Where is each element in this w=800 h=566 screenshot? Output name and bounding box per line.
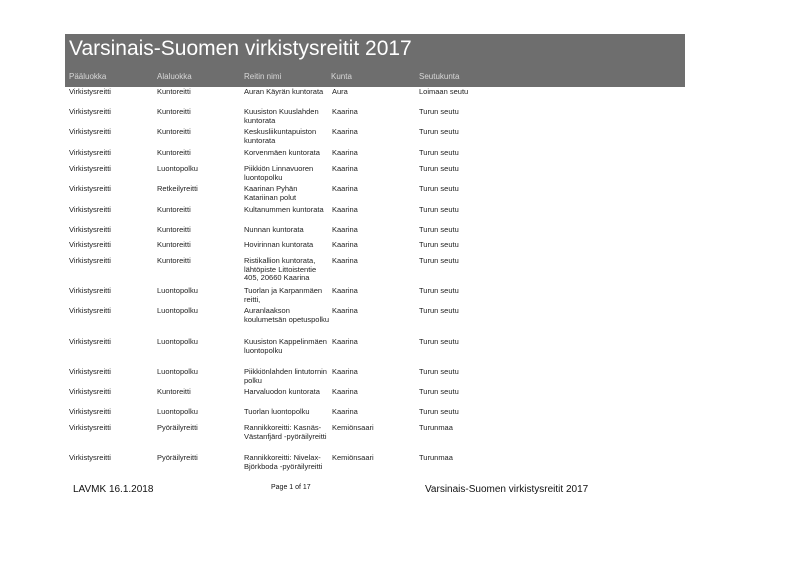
cell-kunta: Kaarina — [332, 387, 358, 396]
cell-kunta: Kaarina — [332, 225, 358, 234]
cell-kunta: Kaarina — [332, 407, 358, 416]
cell-alaluokka: Pyöräilyreitti — [157, 453, 198, 462]
cell-nimi: Auran Käyrän kuntorata — [244, 87, 324, 96]
cell-kunta: Kaarina — [332, 306, 358, 315]
cell-nimi: Harvaluodon kuntorata — [244, 387, 320, 396]
cell-nimi: Kuusiston Kappelinmäen luontopolku — [244, 337, 327, 355]
cell-alaluokka: Pyöräilyreitti — [157, 423, 198, 432]
cell-alaluokka: Luontopolku — [157, 164, 198, 173]
cell-seutukunta: Turun seutu — [419, 407, 459, 416]
column-header-alaluokka: Alaluokka — [157, 72, 192, 81]
cell-kunta: Kaarina — [332, 148, 358, 157]
cell-nimi: Hovirinnan kuntorata — [244, 240, 314, 249]
cell-paaluokka: Virkistysreitti — [69, 453, 111, 462]
cell-seutukunta: Turun seutu — [419, 256, 459, 265]
cell-nimi: Kultanummen kuntorata — [244, 205, 324, 214]
cell-seutukunta: Turun seutu — [419, 337, 459, 346]
cell-paaluokka: Virkistysreitti — [69, 256, 111, 265]
cell-seutukunta: Turun seutu — [419, 205, 459, 214]
cell-kunta: Kemiönsaari — [332, 453, 374, 462]
cell-nimi: Piikkiönlahden lintutornin polku — [244, 367, 327, 385]
cell-kunta: Kaarina — [332, 205, 358, 214]
cell-alaluokka: Kuntoreitti — [157, 256, 191, 265]
cell-kunta: Kaarina — [332, 184, 358, 193]
cell-alaluokka: Kuntoreitti — [157, 205, 191, 214]
cell-paaluokka: Virkistysreitti — [69, 240, 111, 249]
cell-alaluokka: Kuntoreitti — [157, 240, 191, 249]
cell-kunta: Kaarina — [332, 164, 358, 173]
cell-seutukunta: Turunmaa — [419, 453, 453, 462]
cell-paaluokka: Virkistysreitti — [69, 205, 111, 214]
cell-nimi: Keskusliikuntapuiston kuntorata — [244, 127, 317, 145]
cell-nimi: Rannikkoreitti: Nivelax-Björkboda -pyöräilyreitti — [244, 453, 323, 471]
cell-nimi: Ristikallion kuntorata, lähtöpiste Littoistentie 405, 20660 Kaarina — [244, 256, 317, 282]
cell-alaluokka: Retkeilyreitti — [157, 184, 198, 193]
cell-alaluokka: Luontopolku — [157, 407, 198, 416]
cell-paaluokka: Virkistysreitti — [69, 225, 111, 234]
cell-nimi: Korvenmäen kuntorata — [244, 148, 320, 157]
cell-alaluokka: Kuntoreitti — [157, 87, 191, 96]
cell-kunta: Kaarina — [332, 127, 358, 136]
cell-kunta: Aura — [332, 87, 348, 96]
cell-seutukunta: Turun seutu — [419, 107, 459, 116]
cell-alaluokka: Kuntoreitti — [157, 107, 191, 116]
cell-alaluokka: Kuntoreitti — [157, 148, 191, 157]
cell-alaluokka: Luontopolku — [157, 367, 198, 376]
cell-kunta: Kaarina — [332, 286, 358, 295]
cell-paaluokka: Virkistysreitti — [69, 148, 111, 157]
cell-nimi: Kaarinan Pyhän Katariinan polut — [244, 184, 298, 202]
cell-seutukunta: Turun seutu — [419, 387, 459, 396]
cell-paaluokka: Virkistysreitti — [69, 367, 111, 376]
cell-nimi: Piikkiön Linnavuoren luontopolku — [244, 164, 314, 182]
cell-nimi: Tuorlan luontopolku — [244, 407, 310, 416]
report-header — [65, 34, 685, 87]
footer-report-name: Varsinais-Suomen virkistysreitit 2017 — [425, 484, 589, 495]
cell-paaluokka: Virkistysreitti — [69, 387, 111, 396]
cell-paaluokka: Virkistysreitti — [69, 107, 111, 116]
cell-kunta: Kaarina — [332, 337, 358, 346]
report-title: Varsinais-Suomen virkistysreitit 2017 — [69, 37, 412, 60]
cell-nimi: Tuorlan ja Karpanmäen reitti, — [244, 286, 323, 304]
cell-seutukunta: Turun seutu — [419, 240, 459, 249]
column-header-kunta: Kunta — [331, 72, 352, 81]
cell-paaluokka: Virkistysreitti — [69, 87, 111, 96]
cell-kunta: Kaarina — [332, 367, 358, 376]
cell-seutukunta: Loimaan seutu — [419, 87, 469, 96]
cell-paaluokka: Virkistysreitti — [69, 306, 111, 315]
cell-seutukunta: Turun seutu — [419, 184, 459, 193]
cell-paaluokka: Virkistysreitti — [69, 184, 111, 193]
cell-nimi: Nunnan kuntorata — [244, 225, 304, 234]
cell-paaluokka: Virkistysreitti — [69, 286, 111, 295]
cell-seutukunta: Turun seutu — [419, 164, 459, 173]
column-header-reitin-nimi: Reitin nimi — [244, 72, 282, 81]
cell-seutukunta: Turun seutu — [419, 225, 459, 234]
column-header-paaluokka: Pääluokka — [69, 72, 107, 81]
cell-paaluokka: Virkistysreitti — [69, 407, 111, 416]
cell-seutukunta: Turun seutu — [419, 148, 459, 157]
cell-nimi: Rannikkoreitti: Kasnäs-Västanfjärd -pyöräilyreitti — [244, 423, 327, 441]
cell-kunta: Kaarina — [332, 240, 358, 249]
cell-alaluokka: Luontopolku — [157, 337, 198, 346]
cell-alaluokka: Kuntoreitti — [157, 387, 191, 396]
cell-alaluokka: Kuntoreitti — [157, 127, 191, 136]
cell-seutukunta: Turun seutu — [419, 306, 459, 315]
cell-seutukunta: Turunmaa — [419, 423, 453, 432]
cell-nimi: Kuusiston Kuuslahden kuntorata — [244, 107, 319, 125]
cell-paaluokka: Virkistysreitti — [69, 337, 111, 346]
cell-seutukunta: Turun seutu — [419, 367, 459, 376]
cell-alaluokka: Kuntoreitti — [157, 225, 191, 234]
cell-paaluokka: Virkistysreitti — [69, 164, 111, 173]
cell-kunta: Kaarina — [332, 107, 358, 116]
footer-page-number: Page 1 of 17 — [271, 484, 311, 491]
cell-alaluokka: Luontopolku — [157, 286, 198, 295]
column-header-seutukunta: Seutukunta — [419, 72, 460, 81]
cell-seutukunta: Turun seutu — [419, 286, 459, 295]
cell-alaluokka: Luontopolku — [157, 306, 198, 315]
cell-nimi: Auranlaakson koulumetsän opetuspolku — [244, 306, 330, 324]
cell-paaluokka: Virkistysreitti — [69, 127, 111, 136]
cell-kunta: Kemiönsaari — [332, 423, 374, 432]
cell-paaluokka: Virkistysreitti — [69, 423, 111, 432]
cell-seutukunta: Turun seutu — [419, 127, 459, 136]
footer-date: LAVMK 16.1.2018 — [73, 484, 154, 495]
cell-kunta: Kaarina — [332, 256, 358, 265]
